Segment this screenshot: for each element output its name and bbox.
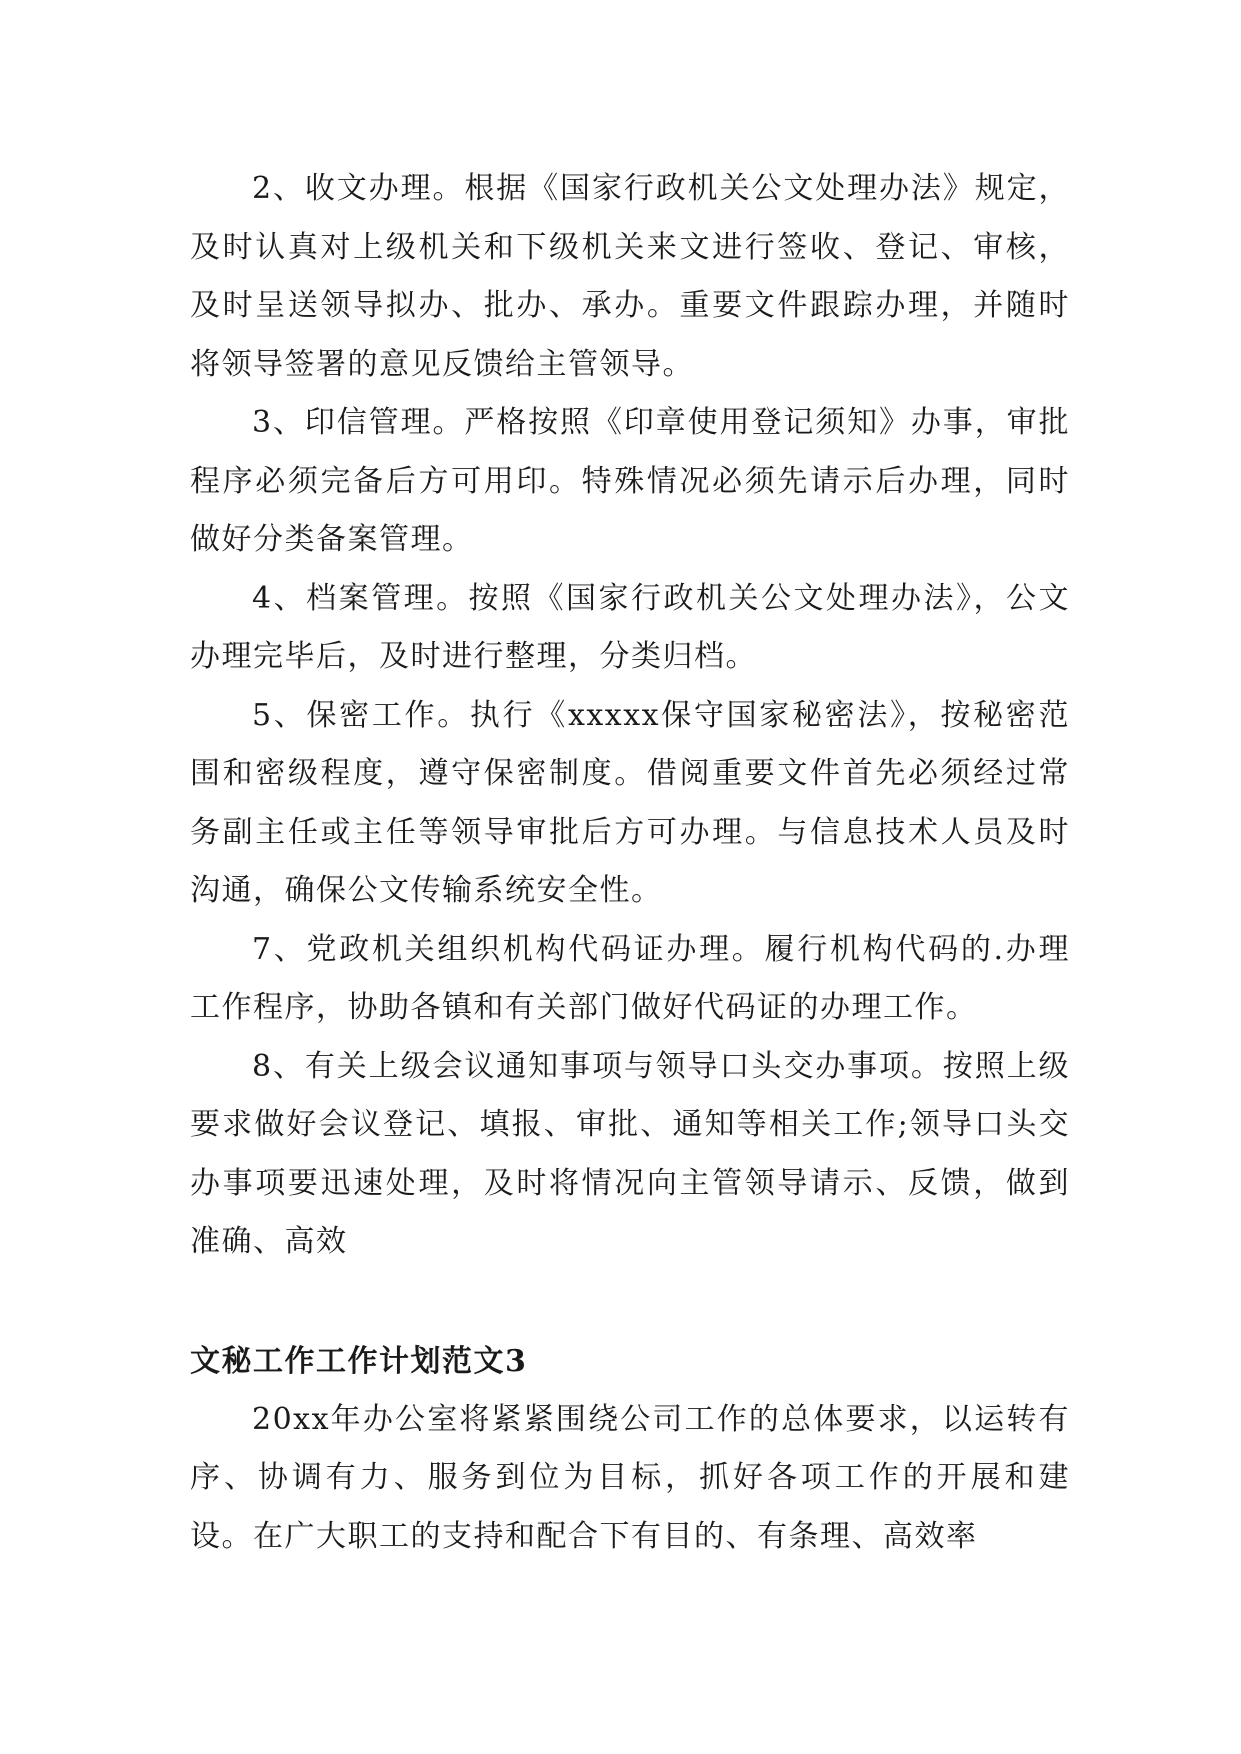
document-body	[190, 160, 1070, 1566]
paragraph-organization-code: 7、党政机关组织机构代码证办理。履行机构代码的.办理工作程序，协助各镇和有关部门做好代码证的办理工作。	[190, 931, 1070, 1025]
paragraph-receiving-documents: 2、收文办理。根据《国家行政机关公文处理办法》规定，及时认真对上级机关和下级机关来文进行签收、登记、审核，及时呈送领导拟办、批办、承办。重要文件跟踪办理，并随时将领导签署的意见反馈给主管领导。	[190, 171, 1070, 382]
paragraph-meeting-notices: 8、有关上级会议通知事项与领导口头交办事项。按照上级要求做好会议登记、填报、审批、通知等相关工作;领导口头交办事项要迅速处理，及时将情况向主管领导请示、反馈，做到准确、高效	[190, 1048, 1070, 1259]
paragraph-confidentiality: 5、保密工作。执行《xxxxx保守国家秘密法》，按秘密范围和密级程度，遵守保密制度。借阅重要文件首先必须经过常务副主任或主任等领导审批后方可办理。与信息技术人员及时沟通，确保公文传输系统安全性。	[190, 697, 1070, 908]
paragraph-archive-management: 4、档案管理。按照《国家行政机关公文处理办法》，公文办理完毕后，及时进行整理，分类归档。	[190, 580, 1070, 674]
section-title: 文秘工作工作计划范文3	[190, 1343, 528, 1379]
paragraph-plan-intro: 20xx年办公室将紧紧围绕公司工作的总体要求，以运转有序、协调有力、服务到位为目标，抓好各项工作的开展和建设。在广大职工的支持和配合下有目的、有条理、高效率	[190, 1401, 1070, 1554]
paragraph-seal-management: 3、印信管理。严格按照《印章使用登记须知》办事，审批程序必须完备后方可用印。特殊情况必须先请示后办理，同时做好分类备案管理。	[190, 405, 1070, 557]
